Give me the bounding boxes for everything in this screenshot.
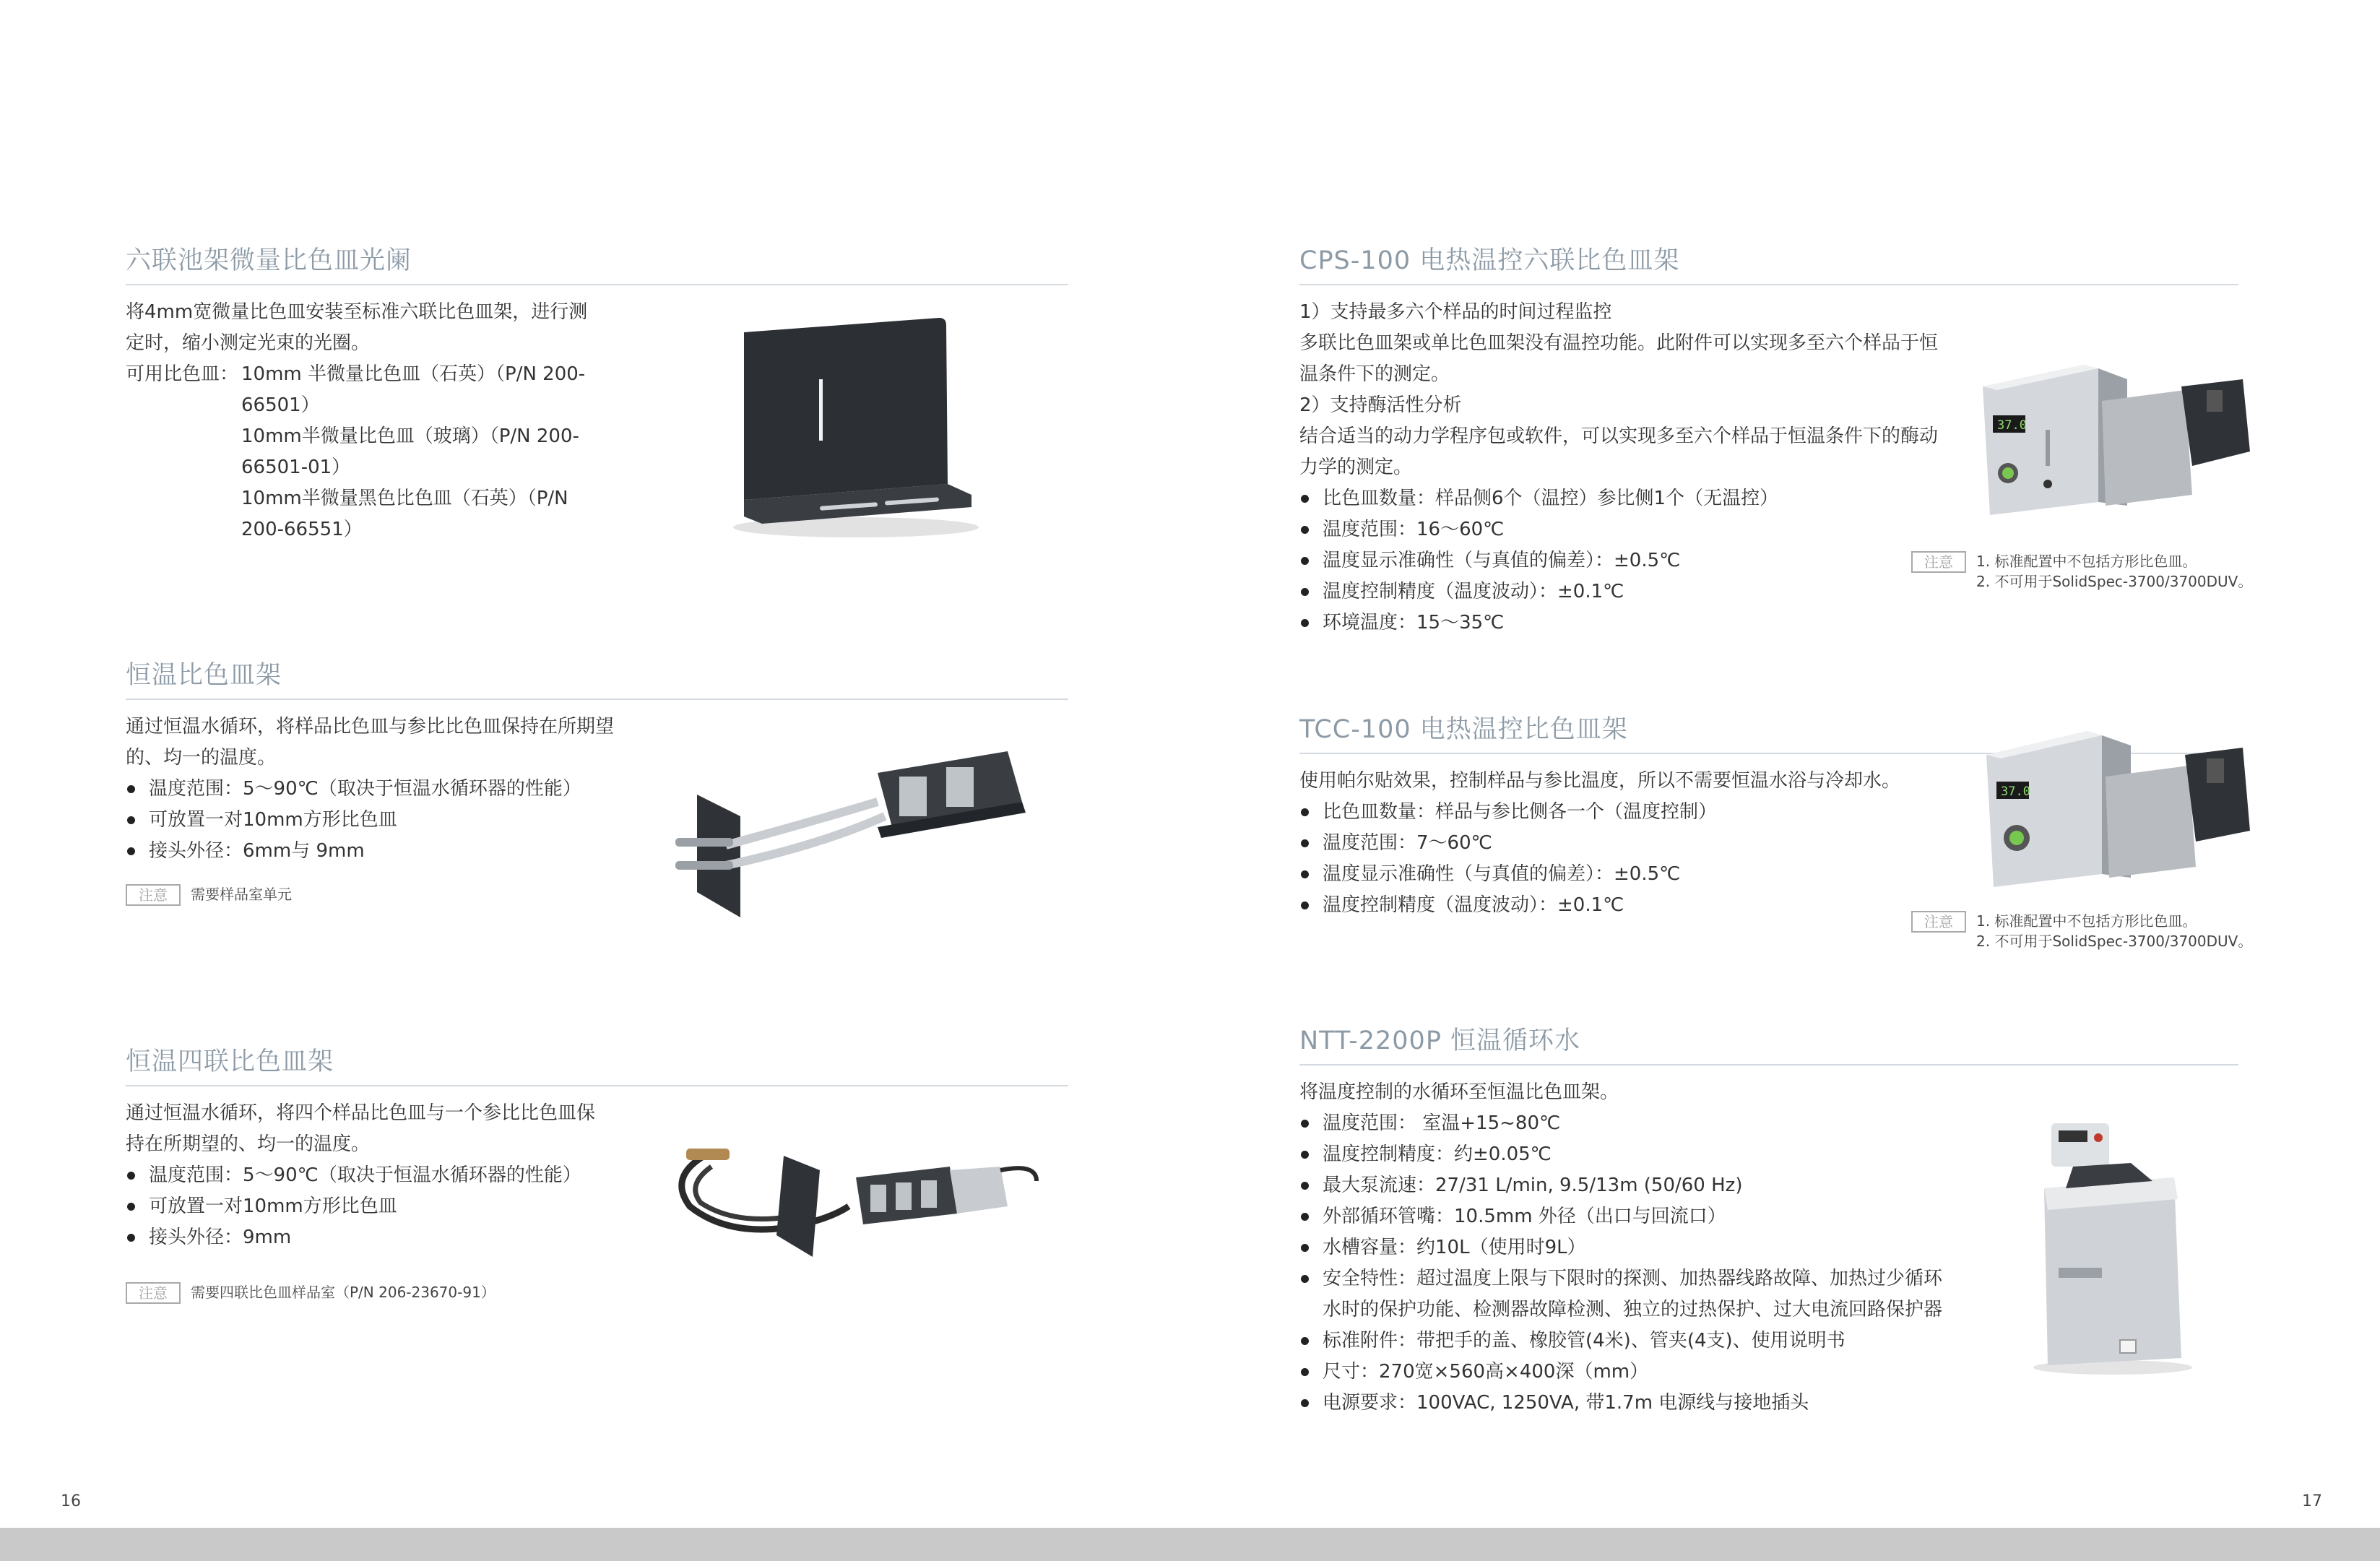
cps100-note — [1911, 551, 2252, 592]
list-item: 可放置一对10mm方形比色皿 — [126, 805, 617, 836]
note-text: 需要样品室单元 — [191, 886, 292, 903]
aperture-plate-image — [722, 311, 982, 542]
cuvette-item: 10mm 半微量比色皿（石英）（P/N 200-66501） — [241, 363, 586, 416]
list-item: 可放置一对10mm方形比色皿 — [126, 1191, 602, 1222]
note-line: 1. 标准配置中不包括方形比色皿。 — [1976, 553, 2197, 570]
list-item: 温度控制精度：约±0.05℃ — [1299, 1139, 1946, 1170]
tcc100-image — [1979, 722, 2261, 896]
note-line: 2. 不可用于SolidSpec-3700/3700DUV。 — [1976, 573, 2253, 590]
section-intro: 通过恒温水循环，将样品比色皿与参比比色皿保持在所期望的、均一的温度。 — [126, 716, 615, 769]
note-tag: 注意 — [126, 884, 181, 906]
note — [126, 1282, 602, 1304]
cuvette-label: 可用比色皿： — [126, 363, 239, 385]
list-item: 最大泵流速：27/31 L/min, 9.5/13m (50/60 Hz) — [1299, 1170, 1946, 1201]
list-item: 温度显示准确性（与真值的偏差）：±0.5℃ — [1299, 859, 1946, 890]
list-item: 温度范围：16～60℃ — [1299, 514, 1946, 545]
thermo-quad-image — [661, 1127, 1044, 1264]
spec-list — [1299, 797, 1946, 921]
spec-list — [1299, 483, 1946, 639]
list-item: 安全特性：超过温度上限与下限时的探测、加热器线路故障、加热过少循环水时的保护功能、检测器故障检测、独立的过热保护、过大电流回路保护器 — [1299, 1263, 1946, 1326]
list-item: 比色皿数量：样品侧6个（温控）参比侧1个（无温控） — [1299, 483, 1946, 514]
note-tag: 注意 — [1911, 551, 1966, 573]
section-title: 六联池架微量比色皿光阑 — [126, 241, 1068, 285]
note-tag: 注意 — [126, 1282, 181, 1304]
section-title: 恒温四联比色皿架 — [126, 1042, 1068, 1086]
list-item: 温度范围： 室温+15~80℃ — [1299, 1108, 1946, 1139]
list-item: 接头外径：9mm — [126, 1222, 602, 1253]
note-line: 1. 标准配置中不包括方形比色皿。 — [1976, 912, 2197, 930]
section-intro: 通过恒温水循环，将四个样品比色皿与一个参比比色皿保持在所期望的、均一的温度。 — [126, 1102, 596, 1155]
note-line: 2. 不可用于SolidSpec-3700/3700DUV。 — [1976, 933, 2253, 950]
list-item: 温度范围：5～90℃（取决于恒温水循环器的性能） — [126, 774, 617, 805]
list-item: 比色皿数量：样品与参比侧各一个（温度控制） — [1299, 797, 1946, 828]
section-line: 2）支持酶活性分析 — [1299, 394, 1462, 416]
tcc100-display: 37.0 — [2001, 784, 2030, 799]
list-item: 标准附件：带把手的盖、橡胶管(4米)、管夹(4支)、使用说明书 — [1299, 1326, 1946, 1357]
section-line: 多联比色皿架或单比色皿架没有温控功能。此附件可以实现多至六个样品于恒温条件下的测定。 — [1299, 332, 1939, 385]
list-item: 接头外径：6mm与 9mm — [126, 836, 617, 867]
list-item: 尺寸：270宽×560高×400深（mm） — [1299, 1357, 1946, 1388]
list-item: 温度范围：5～90℃（取决于恒温水循环器的性能） — [126, 1160, 602, 1191]
cuvette-item: 10mm半微量黑色比色皿（石英）（P/N 200-66551） — [241, 488, 568, 540]
tcc100-note — [1911, 911, 2252, 951]
list-item: 温度范围：7～60℃ — [1299, 828, 1946, 859]
spec-list — [1299, 1108, 1946, 1419]
section-intro: 使用帕尔贴效果，控制样品与参比温度，所以不需要恒温水浴与冷却水。 — [1299, 770, 1901, 792]
section-line: 1）支持最多六个样品的时间过程监控 — [1299, 301, 1612, 323]
page-number-left: 16 — [61, 1492, 81, 1510]
cuvette-list — [126, 359, 602, 545]
list-item: 外部循环管嘴：10.5mm 外径（出口与回流口） — [1299, 1201, 1946, 1232]
list-item: 电源要求：100VAC, 1250VA, 带1.7m 电源线与接地插头 — [1299, 1388, 1946, 1419]
spec-list — [126, 1160, 602, 1253]
ntt2200p-image — [2030, 1109, 2196, 1376]
list-item: 温度控制精度（温度波动）：±0.1℃ — [1299, 890, 1946, 921]
section-title: NTT-2200P 恒温循环水 — [1299, 1021, 2238, 1065]
cuvette-item: 10mm半微量比色皿（玻璃）（P/N 200-66501-01） — [241, 425, 579, 478]
page-number-right: 17 — [2302, 1492, 2322, 1510]
section-title: CPS-100 电热温控六联比色皿架 — [1299, 241, 2238, 285]
list-item: 温度显示准确性（与真值的偏差）：±0.5℃ — [1299, 545, 1946, 576]
section-title: TCC-100 电热温控比色皿架 — [1299, 709, 2238, 754]
section-intro: 将温度控制的水循环至恒温比色皿架。 — [1299, 1081, 1619, 1103]
cps100-image — [1976, 358, 2257, 524]
section-title: 恒温比色皿架 — [126, 655, 1068, 700]
note-tag: 注意 — [1911, 911, 1966, 933]
note-text: 需要四联比色皿样品室（P/N 206-23670-91） — [191, 1284, 496, 1301]
section-line: 结合适当的动力学程序包或软件，可以实现多至六个样品于恒温条件下的酶动力学的测定。 — [1299, 425, 1939, 478]
list-item: 环境温度：15～35℃ — [1299, 607, 1946, 639]
list-item: 水槽容量：约10L（使用时9L） — [1299, 1232, 1946, 1263]
cps100-display: 37.0 — [1997, 418, 2027, 433]
spec-list — [126, 774, 617, 867]
list-item: 温度控制精度（温度波动）：±0.1℃ — [1299, 576, 1946, 607]
note — [126, 884, 617, 906]
thermo-holder-image — [661, 737, 1037, 925]
section-intro: 将4mm宽微量比色皿安装至标准六联比色皿架，进行测定时，缩小测定光束的光圈。 — [126, 301, 588, 354]
bottom-bar — [0, 1528, 2380, 1561]
